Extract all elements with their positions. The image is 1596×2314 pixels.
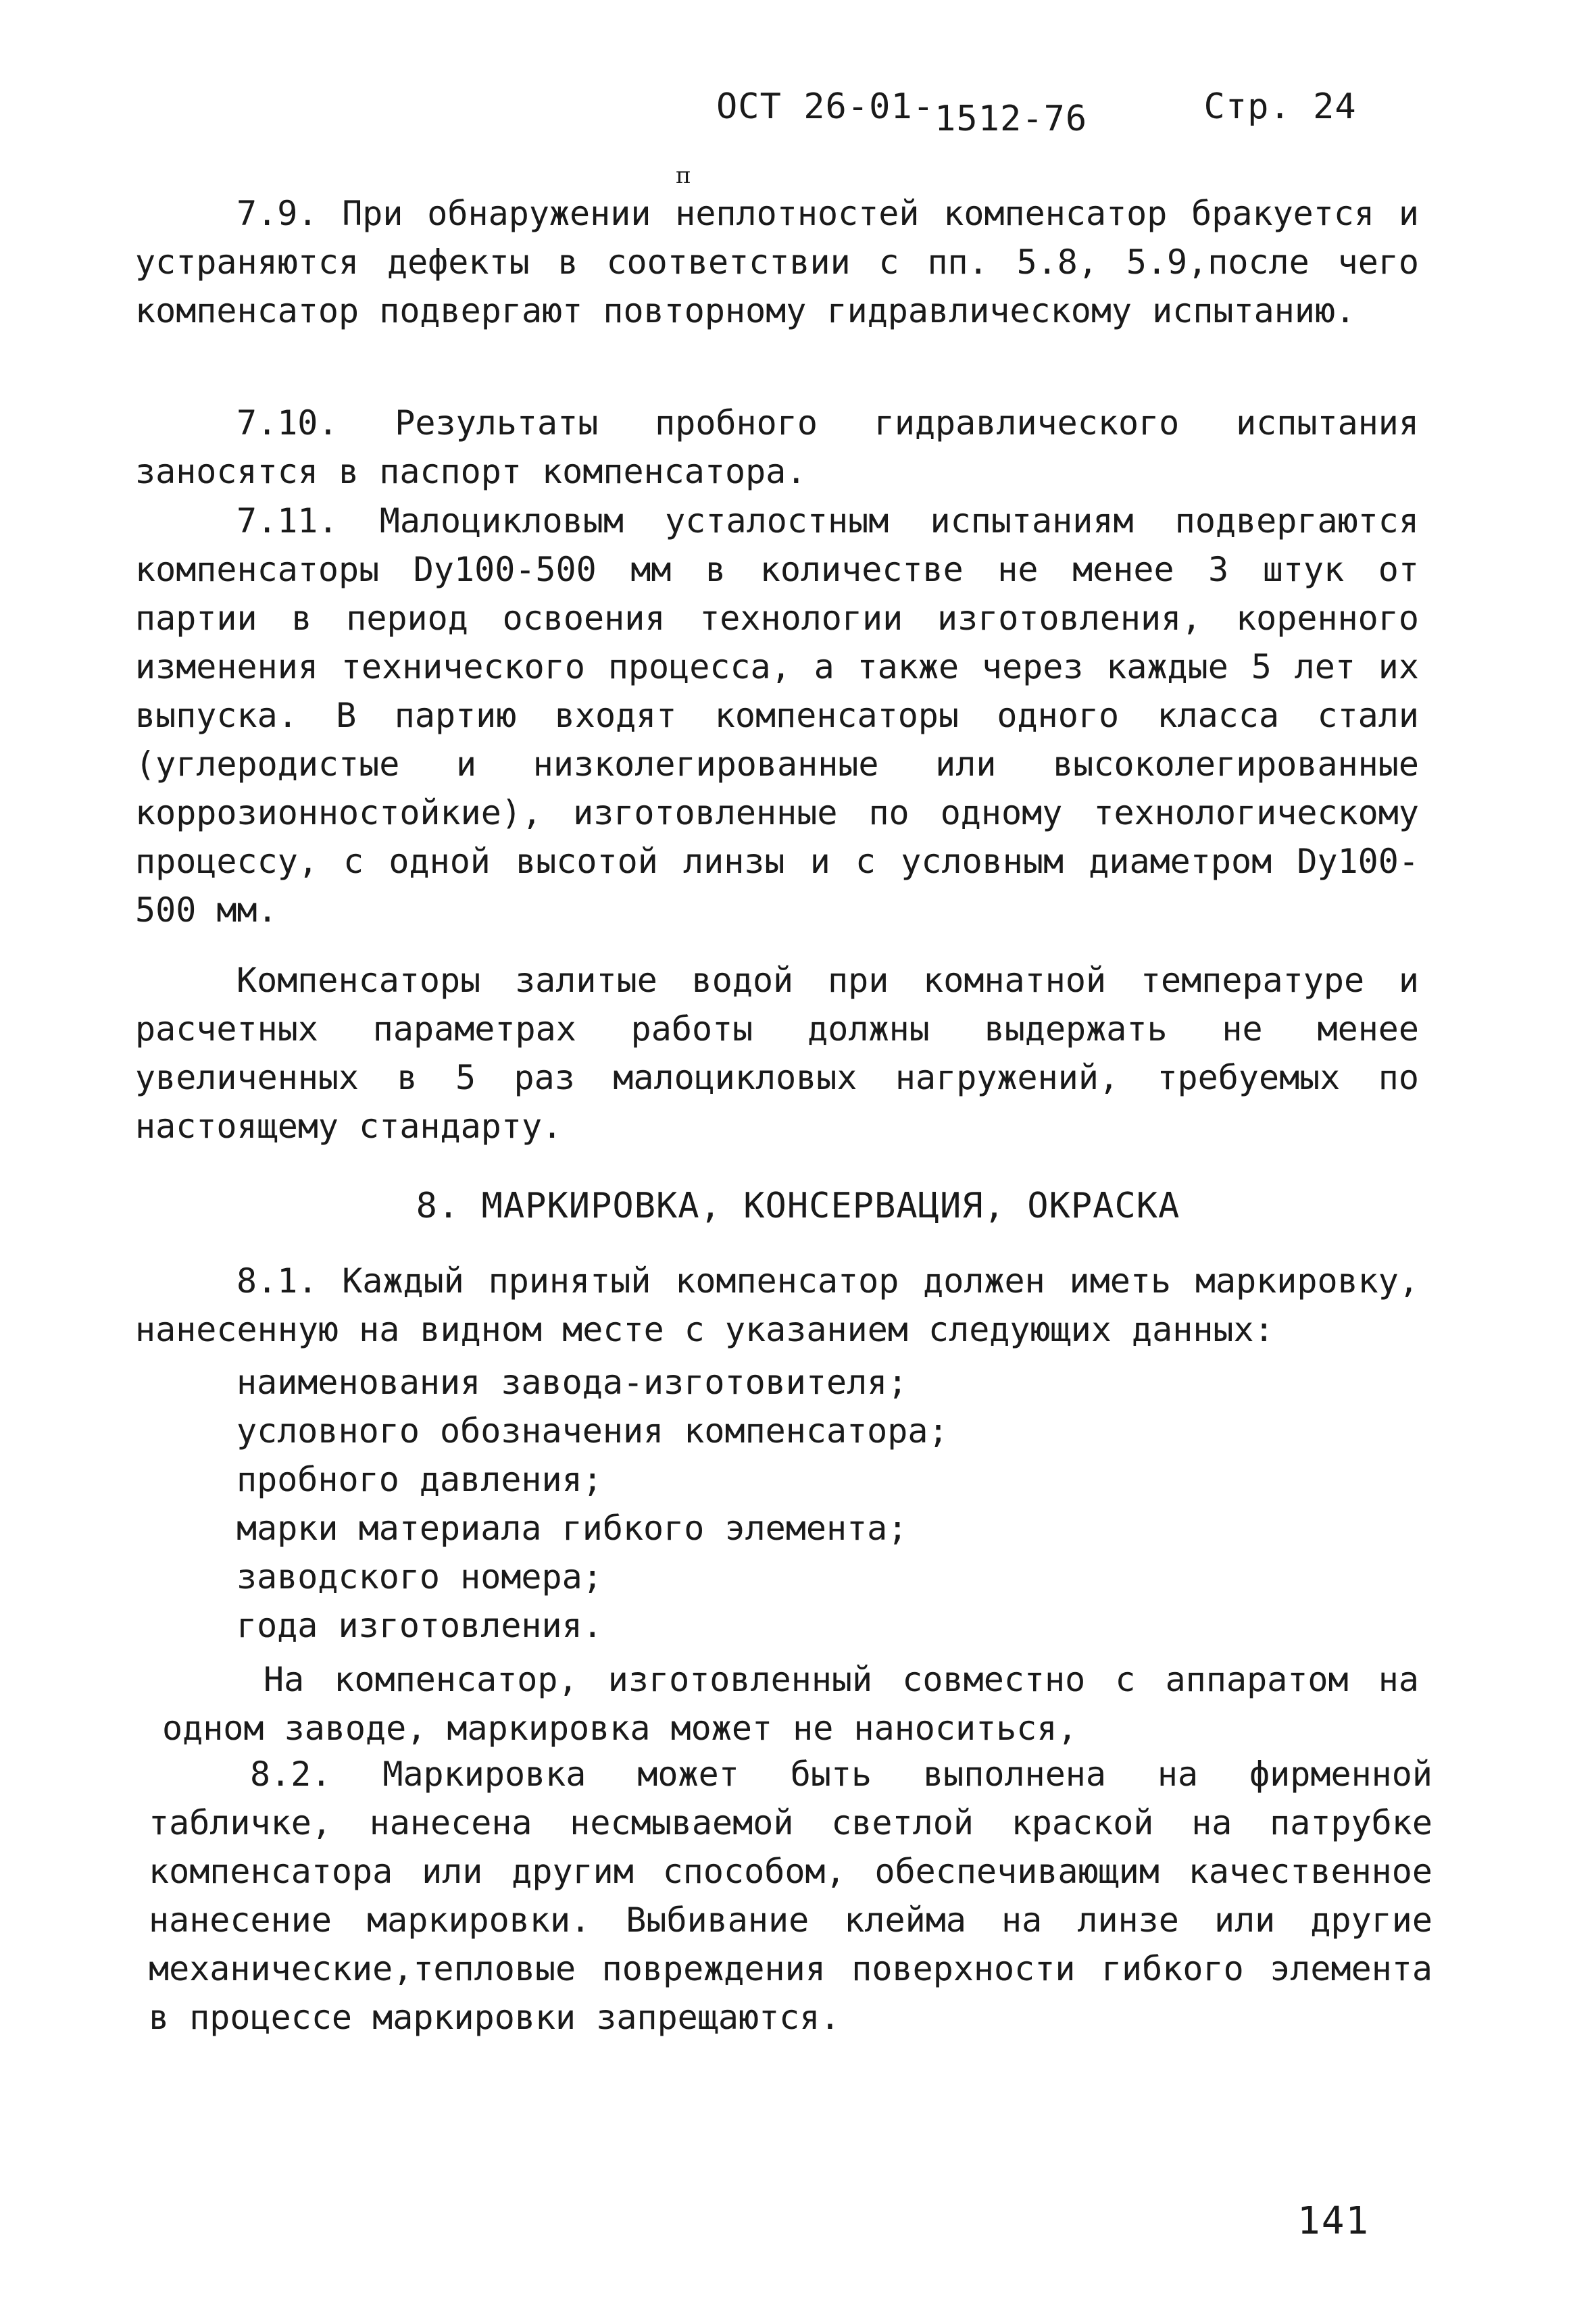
list-item: пробного давления; xyxy=(236,1460,603,1499)
paragraph-7-9: 7.9. При обнаружении неплотностей компенсатор бракуется и устраняются дефекты в соответствии с пп. 5.8, 5.9,после чего компенсатор подвергают повторному гидравлическому испытанию. xyxy=(135,194,1419,330)
list-item: наименования завода-изготовителя; xyxy=(236,1363,908,1402)
paragraph-8-1-note: На компенсатор, изготовленный совместно с аппаратом на одном заводе, маркировка может не наноситься, xyxy=(162,1660,1419,1748)
paragraph-7-11-continuation: Компенсаторы залитые водой при комнатной температуре и расчетных параметрах работы должны выдержать не менее увеличенных в 5 раз малоцикловых нагружений, требуемых по настоящему стандарту. xyxy=(135,961,1419,1146)
section-title: 8. МАРКИРОВКА, КОНСЕРВАЦИЯ, ОКРАСКА xyxy=(416,1186,1180,1226)
page-header xyxy=(716,86,1357,139)
list-item: заводского номера; xyxy=(236,1557,603,1596)
list-item: года изготовления. xyxy=(236,1606,603,1645)
paragraph-8-1: 8.1. Каждый принятый компенсатор должен иметь маркировку, нанесенную на видном месте с указанием следующих данных: xyxy=(135,1261,1419,1349)
marking-data-list xyxy=(236,1358,949,1650)
paragraph-7-11: 7.11. Малоцикловым усталостным испытаниям подвергаются компенсаторы Dу100-500 мм в количестве не менее 3 штук от партии в период освоения технологии изготовления, коренного изменения технического процесса, а также через каждые 5 лет их выпуска. В партию входят компенсаторы одного класса стали (углеродистые и низколегированные или высоколегированные коррозионностойкие), изготовленные по одному технологическому процессу, с одной высотой линзы и с условным диаметром Dу100-500 мм. xyxy=(135,501,1419,930)
list-item: условного обозначения компенсатора; xyxy=(236,1411,949,1451)
list-item: марки материала гибкого элемента; xyxy=(236,1509,908,1548)
paragraph-7-10: 7.10. Результаты пробного гидравлического испытания заносятся в паспорт компенсатора. xyxy=(135,403,1419,491)
paragraph-8-2: 8.2. Маркировка может быть выполнена на фирменной табличке, нанесена несмываемой светлой краской на патрубке компенсатора или другим способом, обеспечивающим качественное нанесение маркировки. Выбивание клейма на линзе или другие механические,тепловые повреждения поверхности гибкого элемента в процессе маркировки запрещаются. xyxy=(149,1755,1432,2037)
handwritten-note: п xyxy=(676,162,691,189)
page-label: Стр. 24 xyxy=(1203,86,1357,127)
page-number: 141 xyxy=(1297,2199,1370,2243)
document-number: 1512-76 xyxy=(934,99,1088,139)
document-code: ОСТ 26-01-1512-76 xyxy=(716,86,1088,139)
